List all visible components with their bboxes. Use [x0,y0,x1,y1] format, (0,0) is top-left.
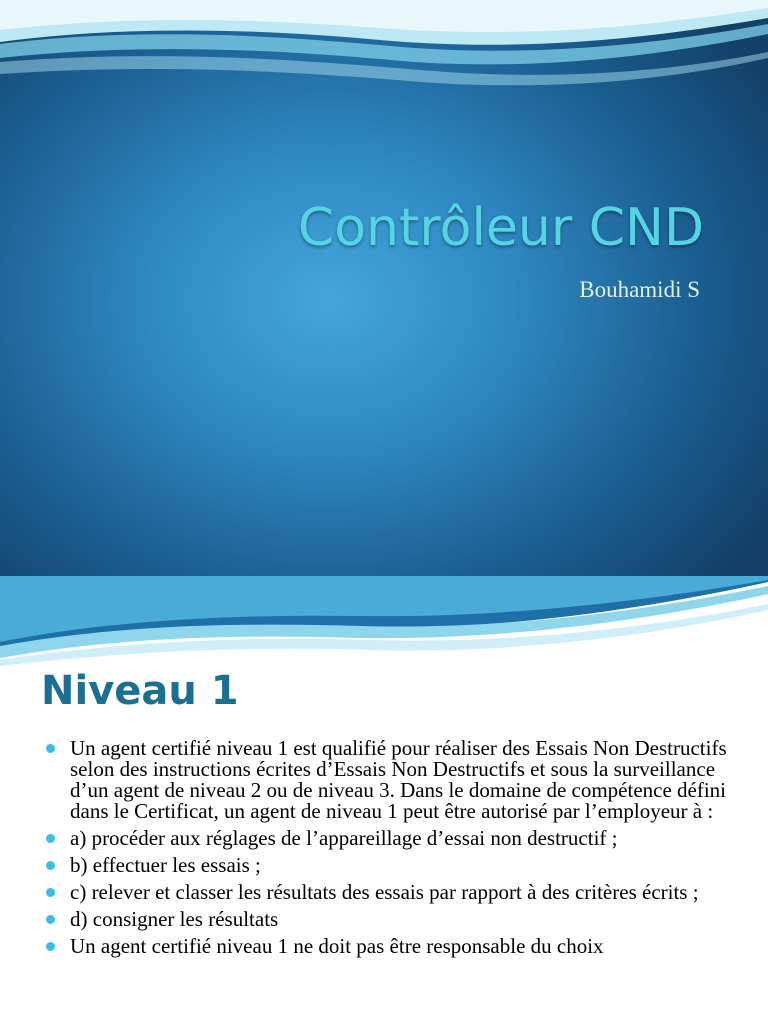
bullet-icon [46,915,55,924]
presentation-title: Contrôleur CND [297,198,704,258]
bullet-item [46,936,736,957]
bullet-item [46,738,736,822]
bullet-icon [46,942,55,951]
author-name: Bouhamidi S [579,277,700,302]
bullet-icon [46,834,55,843]
bullet-item [46,855,736,876]
bullet-text: Un agent certifié niveau 1 est qualifié pour réaliser des Essais Non Destructifs selon des instructions écrites d’Essais Non Destructifs et sous la surveillance d’un agent de niveau 2 ou de niveau 3. Dans le domaine de compétence défini dans le Certificat, un agent de niveau 1 peut être autorisé par l’employeur à : [70,736,727,823]
bullet-list [46,738,736,963]
bullet-text: b) effectuer les essais ; [70,853,261,877]
bullet-text: d) consigner les résultats [70,907,279,931]
bullet-icon [46,888,55,897]
bullet-text: Un agent certifié niveau 1 ne doit pas être responsable du choix [70,934,604,958]
top-wave-decoration [0,576,768,666]
bullet-icon [46,861,55,870]
bullet-text: c) relever et classer les résultats des essais par rapport à des critères écrits ; [70,880,699,904]
bullet-item [46,828,736,849]
top-wave-decoration [0,0,768,95]
bullet-item [46,909,736,930]
content-slide [0,576,768,1024]
bullet-text: a) procéder aux réglages de l’appareillage d’essai non destructif ; [70,826,618,850]
bullet-icon [46,744,55,753]
bullet-item [46,882,736,903]
slide-title: Niveau 1 [41,668,239,714]
